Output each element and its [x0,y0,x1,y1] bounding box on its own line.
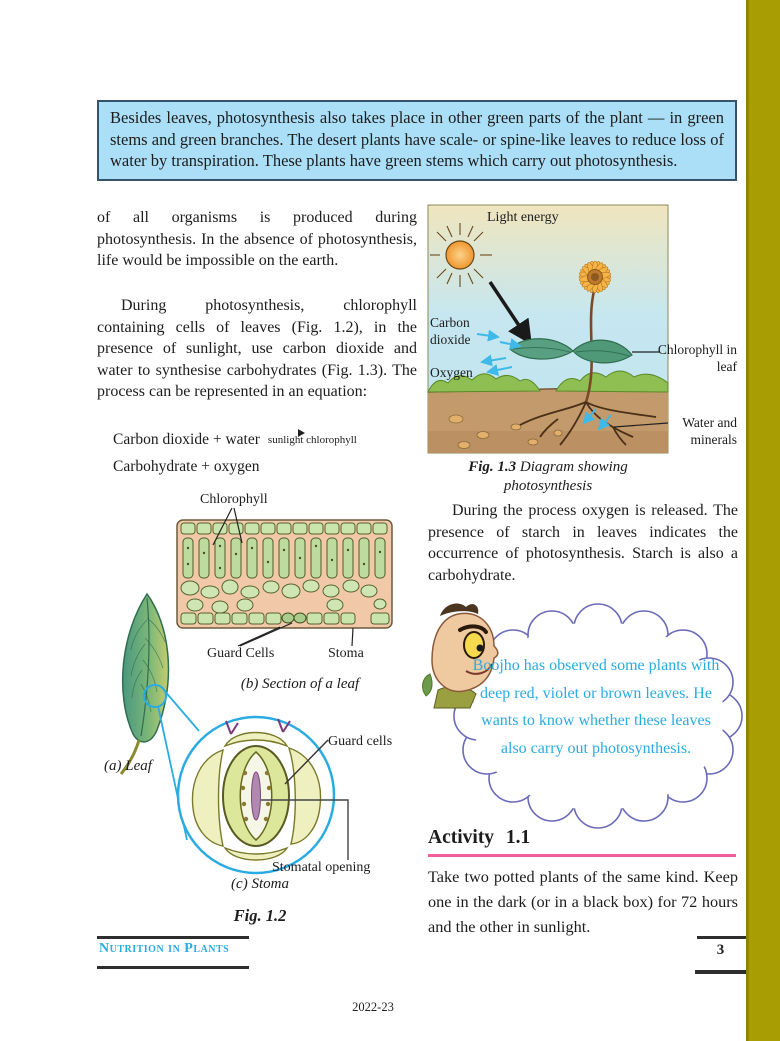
info-box [97,100,737,181]
fig13-light-energy-label: Light energy [487,210,559,225]
activity-text: Take two potted plants of the same kind. Keep one in the dark (or in a black box) for 72 hours and the other in sunlight. [428,867,738,937]
pagenum-rule-top [697,936,746,939]
fig12-caption-a: (a) Leaf [104,758,152,774]
fig13-caption-text: Diagram showing photosynthesis [503,459,628,494]
info-box-text: Besides leaves, photosynthesis also takes place in other green parts of the plant — in green stems and green branches. The desert plants have scale- or spine-like leaves to reduce loss of water by transpiration. These plants have green stems which carry out photosynthesis. [110,108,724,170]
equation-arrow-bottom: chlorophyll [306,434,357,446]
boojho-bubble-text: Boojho has observed some plants with deep red, violet or brown leaves. He wants to know whether these leaves also carry out photosynthesis. [472,657,720,757]
fig13-carbon-dioxide-label: Carbon dioxide [430,315,471,347]
fig13-caption [428,458,668,496]
right-column-paragraph-1: During the process oxygen is released. The presence of starch in leaves indicates the occurrence of photosynthesis. Starch is also a carbohydrate. [428,502,738,584]
fig12-stoma-label: Stoma [328,646,364,661]
equation-arrow-top: sunlight [267,434,304,446]
fig13-caption-number: Fig. 1.3 [468,459,517,475]
left-column-paragraph-2: During photosynthesis, chlorophyll containing cells of leaves (Fig. 1.2), in the presence of sunlight, use carbon dioxide and water to synthesise carbohydrates (Fig. 1.3). The process can be represented in an equation: [97,297,417,401]
leaf-decoration [423,674,433,696]
fig13-water-minerals-label: Water and minerals [682,415,737,447]
equation-rhs: Carbohydrate + oxygen [113,458,260,475]
leaf-section-drawing [177,508,392,646]
soil [428,386,668,453]
fig12-guard-cells-label: Guard Cells [207,646,275,661]
equation-arrow [268,434,357,446]
leaf-drawing [121,594,168,774]
activity-rule [428,854,736,857]
equation-lhs: Carbon dioxide + water [113,431,260,448]
fig12-stomatal-opening-label: Stomatal opening [272,860,371,875]
footer-rule-top [97,936,249,939]
fig13-oxygen-label: Oxygen [430,365,473,380]
page-edge-bar [746,0,780,1041]
left-column-paragraph-1: of all organisms is produced during photosynthesis. In the absence of photosynthesis, life would be impossible on the earth. [97,209,417,270]
fig12-caption-c: (c) Stoma [231,876,289,892]
fig13-chlorophyll-in-leaf-label: Chlorophyll in leaf [657,342,737,374]
footer-year: 2022-23 [352,1000,394,1014]
fig-1-2-illustration [95,488,425,938]
footer-rule-bottom [97,966,249,969]
stoma-zoom [144,685,348,873]
photosynthesis-equation [113,431,413,476]
activity-title: Activity 1.1 [428,827,531,848]
fig12-guard-cells-c-label: Guard cells [328,734,393,749]
fig12-caption-b: (b) Section of a leaf [240,676,360,692]
footer-chapter-title: Nutrition in Plants [99,941,230,956]
fig12-caption: Fig. 1.2 [233,906,287,925]
page-number: 3 [716,942,725,958]
fig12-chlorophyll-label: Chlorophyll [200,492,268,507]
stomatal-opening-slit [252,772,261,820]
pagenum-rule-bottom [695,970,746,974]
